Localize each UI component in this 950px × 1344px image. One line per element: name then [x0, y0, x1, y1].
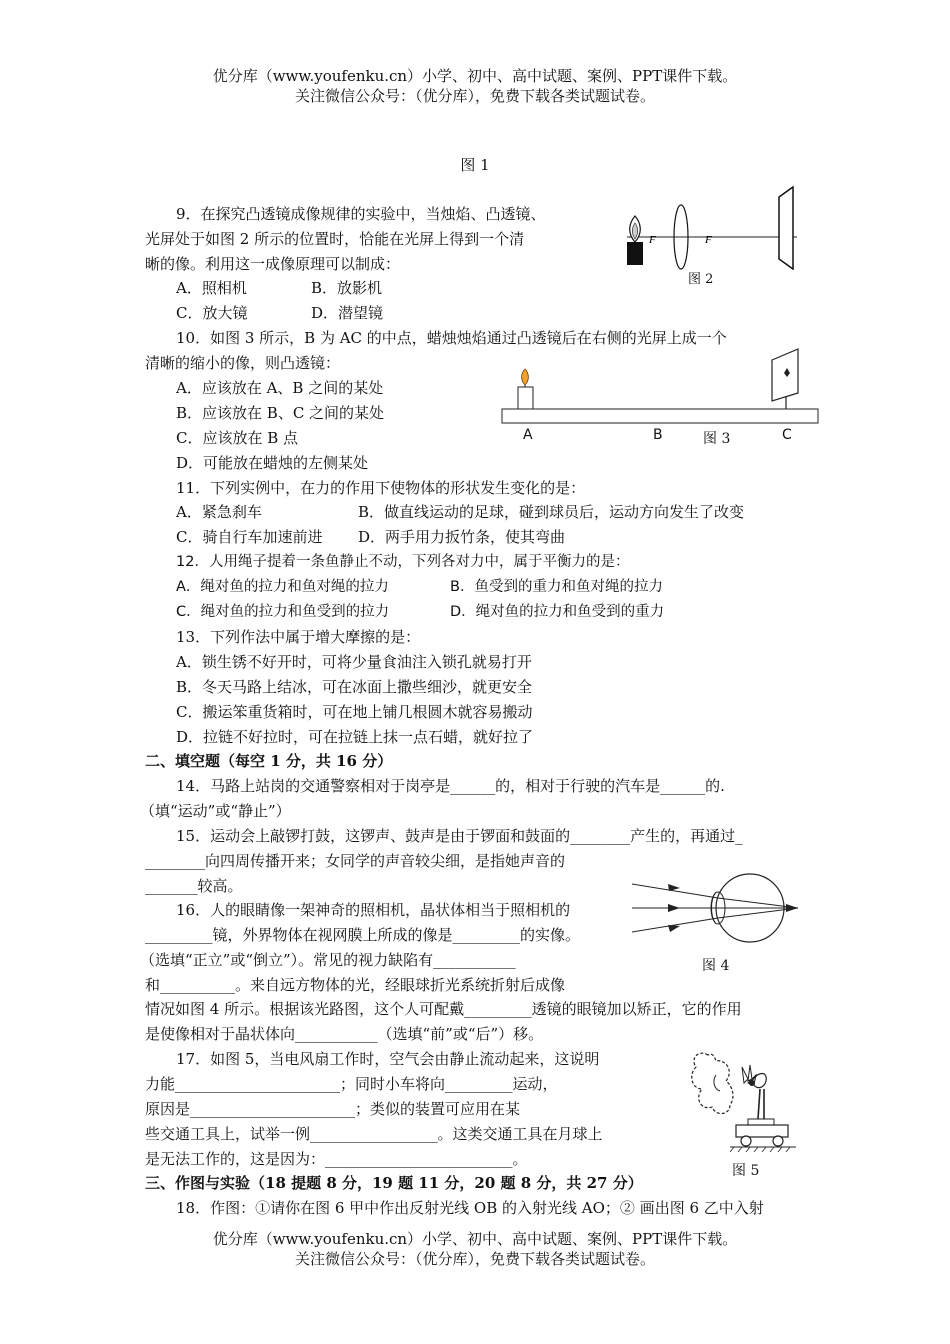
q13-option-a: A．锁生锈不好开时，可将少量食油注入锁孔就易打开: [176, 653, 532, 671]
footer-line-1: 优分库（www.youfenku.cn）小学、初中、高中试题、案例、PPT课件下载。: [212, 1230, 738, 1248]
q9-option-d: D．潜望镜: [311, 304, 384, 322]
q13-option-d: D．拉链不好拉时，可在拉链上抹一点石蜡，就好拉了: [176, 728, 534, 746]
q9-option-b: B．放影机: [311, 279, 383, 297]
q15-line-2: ________向四周传播开来；女同学的声音较尖细，是指她声音的: [145, 852, 566, 870]
header-line-2: 关注微信公众号：（优分库），免费下载各类试题试卷。: [294, 87, 655, 105]
fig4-caption: 图 4: [702, 958, 730, 974]
fig5-caption: 图 5: [732, 1163, 760, 1179]
q10-option-c: C．应该放在 B 点: [176, 429, 299, 447]
q17-line-1: 17．如图 5，当电风扇工作时，空气会由静止流动起来，这说明: [176, 1050, 600, 1068]
q11-option-c: C．骑自行车加速前进: [176, 528, 323, 546]
cart-body: [736, 1125, 788, 1137]
q16-line-5: 情况如图 4 所示。根据该光路图，这个人可配戴_________透镜的眼镜加以矫正，它的作用: [145, 1000, 742, 1018]
q12-option-b: B．鱼受到的重力和鱼对绳的拉力: [450, 579, 663, 595]
q16-line-4: 和__________。来自远方物体的光，经眼球折光系统折射后成像: [145, 976, 566, 994]
q17-line-4: 些交通工具上，试举一例_________________。这类交通工具在月球上: [145, 1125, 603, 1143]
q17-line-2: 力能______________________；同时小车将向_________运动，: [145, 1075, 558, 1093]
q17-line-3: 原因是______________________；类似的装置可应用在某: [145, 1100, 521, 1118]
q14-line-2: （填“运动”或“静止”）: [140, 802, 291, 820]
light-screen: [772, 349, 798, 401]
q15-line-1: 15．运动会上敲锣打鼓，这锣声、鼓声是由于锣面和鼓面的________产生的，再通过_: [176, 827, 743, 845]
q12-line-1: 12．人用绳子提着一条鱼静止不动，下列各对力中，属于平衡力的是：: [176, 554, 630, 570]
q16-line-3: （选填“正立”或“倒立”）。常见的视力缺陷有___________: [140, 951, 516, 969]
q12-option-c: C．绳对鱼的拉力和鱼受到的拉力: [176, 604, 390, 620]
fig3-label-b: B: [653, 427, 663, 443]
q13-option-c: C．搬运笨重货箱时，可在地上铺几根圆木就容易搬动: [176, 703, 533, 721]
cart-wheel-left: [741, 1136, 751, 1146]
fig1-caption: 图 1: [460, 156, 490, 174]
focus-label-left: F: [649, 234, 656, 246]
light-screen: [779, 187, 793, 269]
q11-option-b: B．做直线运动的足球，碰到球员后，运动方向发生了改变: [358, 503, 745, 521]
q13-line-1: 13．下列作法中属于增大摩擦的是：: [176, 628, 421, 646]
q11-option-a: A．紧急刹车: [176, 503, 262, 521]
fan-base: [748, 1119, 774, 1125]
fig2-caption: 图 2: [688, 272, 714, 287]
q10-option-a: A．应该放在 A、B 之间的某处: [176, 379, 384, 397]
cart-wheel-right: [773, 1136, 783, 1146]
fig3-label-a: A: [523, 427, 533, 443]
q16-line-6: 是使像相对于晶状体向___________（选填“前”或“后”）移。: [145, 1025, 544, 1043]
q11-option-d: D．两手用力扳竹条，使其弯曲: [358, 528, 566, 546]
q10-option-b: B．应该放在 B、C 之间的某处: [176, 404, 385, 422]
fig3-label-c: C: [782, 427, 792, 443]
q10-option-d: D．可能放在蜡烛的左侧某处: [176, 454, 369, 472]
q16-line-1: 16．人的眼睛像一架神奇的照相机，晶状体相当于照相机的: [176, 901, 571, 919]
focus-label-right: F: [705, 234, 712, 246]
q9-option-a: A．照相机: [176, 279, 247, 297]
section-3-heading: 三、作图与实验（18 提题 8 分，19 题 11 分，20 题 8 分，共 27 分）: [145, 1174, 643, 1192]
q17-line-5: 是无法工作的，这是因为：_________________________。: [145, 1150, 528, 1168]
section-2-heading: 二、填空题（每空 1 分，共 16 分）: [145, 752, 393, 770]
q9-line-1: 9．在探究凸透镜成像规律的实验中，当烛焰、凸透镜、: [176, 205, 546, 223]
figure-5-fan-cart: [686, 1045, 801, 1155]
q9-line-2: 光屏处于如图 2 所示的位置时，恰能在光屏上得到一个清: [145, 230, 525, 248]
air-flow-cloud: [692, 1053, 733, 1113]
footer-line-2: 关注微信公众号：（优分库），免费下载各类试题试卷。: [294, 1250, 655, 1268]
optical-bench-rail: [502, 409, 818, 423]
q11-line-1: 11．下列实例中，在力的作用下使物体的形状发生变化的是：: [176, 479, 586, 497]
q18-line-1: 18．作图：①请你在图 6 甲中作出反射光线 OB 的入射光线 AO；② 画出图 6 乙中入射: [176, 1199, 764, 1217]
q12-option-a: A．绳对鱼的拉力和鱼对绳的拉力: [176, 579, 389, 595]
q13-option-b: B．冬天马路上结冰，可在冰面上撒些细沙，就更安全: [176, 678, 533, 696]
candle: [518, 387, 533, 409]
q12-option-d: D．绳对鱼的拉力和鱼受到的重力: [450, 604, 665, 620]
q10-line-1: 10．如图 3 所示，B 为 AC 的中点，蜡烛烛焰通过凸透镜后在右侧的光屏上成一个: [176, 329, 727, 347]
q14-line-1: 14．马路上站岗的交通警察相对于岗亭是______的，相对于行驶的汽车是______的.: [176, 777, 725, 795]
q9-line-3: 晰的像。利用这一成像原理可以制成：: [145, 255, 401, 273]
q10-line-2: 清晰的缩小的像，则凸透镜：: [145, 354, 341, 372]
q9-option-c: C．放大镜: [176, 304, 248, 322]
candle-body: [627, 242, 643, 265]
fig3-caption: 图 3: [703, 431, 731, 447]
figure-4-eye-diagram: [628, 870, 808, 950]
q15-line-3: _______较高。: [145, 877, 243, 895]
figure-2-lens-diagram: [615, 185, 815, 270]
candle-flame: [522, 369, 529, 385]
q16-line-2: _________镜，外界物体在视网膜上所成的像是_________的实像。: [145, 926, 581, 944]
header-line-1: 优分库（www.youfenku.cn）小学、初中、高中试题、案例、PPT课件下载。: [212, 67, 738, 85]
